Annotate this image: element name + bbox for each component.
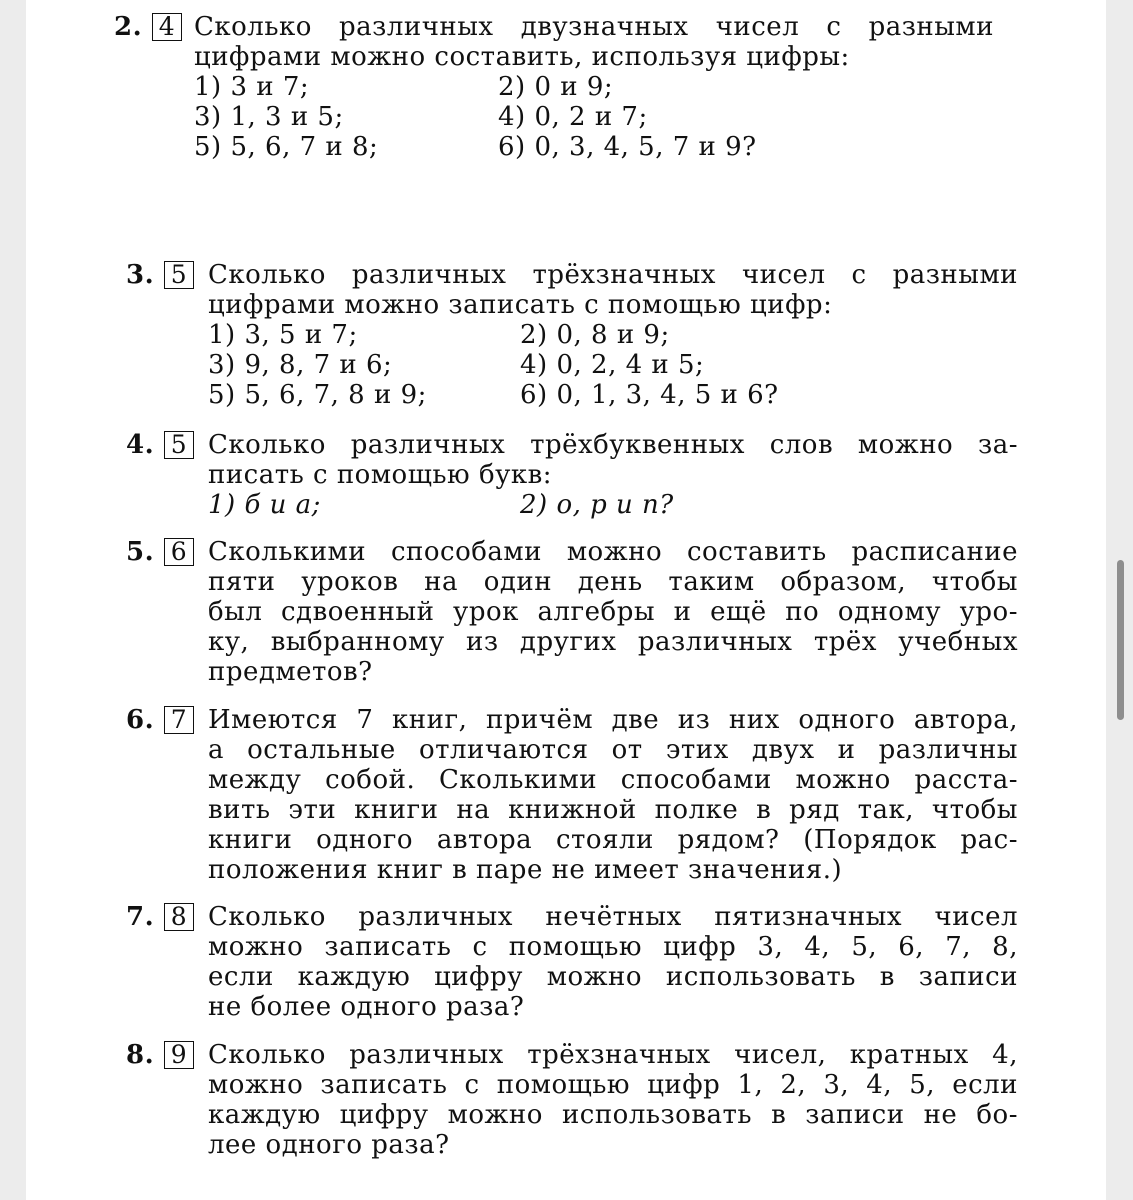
option: 4) 0, 2, 4 и 5; [520, 350, 705, 380]
option: 6) 0, 3, 4, 5, 7 и 9? [498, 132, 757, 162]
difficulty-box: 8 [164, 903, 194, 931]
options-row [208, 320, 1018, 350]
option: 1) 3, 5 и 7; [208, 320, 358, 350]
problem-text-line: Сколькими способами можно составить расписание [208, 537, 1018, 567]
options-row [194, 132, 994, 162]
problem-text-line: книги одного автора стояли рядом? (Порядок рас- [208, 825, 1018, 855]
difficulty-box: 7 [164, 706, 194, 734]
difficulty-box: 6 [164, 538, 194, 566]
difficulty-box: 9 [164, 1041, 194, 1069]
option: 3) 9, 8, 7 и 6; [208, 350, 393, 380]
problem-text-line: Сколько различных трёхзначных чисел с разными [208, 260, 1018, 290]
options-row [194, 102, 994, 132]
problem-text-line: Сколько различных трёхбуквенных слов можно за- [208, 430, 1018, 460]
problem-number: 6. [126, 705, 155, 735]
option: 2) о, р и п? [520, 490, 674, 520]
option: 2) 0, 8 и 9; [520, 320, 670, 350]
problem-text-line: а остальные отличаются от этих двух и различны [208, 735, 1018, 765]
problem-text-line: если каждую цифру можно использовать в записи [208, 962, 1018, 992]
problem-number: 8. [126, 1040, 155, 1070]
problem-text-line: предметов? [208, 657, 373, 687]
problem-number: 7. [126, 902, 155, 932]
options-row [194, 72, 994, 102]
problem-text-line: положения книг в паре не имеет значения.) [208, 855, 843, 885]
problem-text-line: каждую цифру можно использовать в записи не бо- [208, 1100, 1018, 1130]
options-row [208, 380, 1018, 410]
problem-text-line: лее одного раза? [208, 1130, 450, 1160]
problem-text-line: можно записать с помощью цифр 1, 2, 3, 4, 5, если [208, 1070, 1018, 1100]
option: 5) 5, 6, 7, 8 и 9; [208, 380, 427, 410]
problem-text-line: ку, выбранному из других различных трёх учебных [208, 627, 1018, 657]
problem-text-line: можно записать с помощью цифр 3, 4, 5, 6, 7, 8, [208, 932, 1018, 962]
problem-text-line: между собой. Сколькими способами можно расста- [208, 765, 1018, 795]
problem-text-line: пяти уроков на один день таким образом, чтобы [208, 567, 1018, 597]
problem-text-line: был сдвоенный урок алгебры и ещё по одному уро- [208, 597, 1018, 627]
scrollbar-thumb[interactable] [1117, 560, 1124, 720]
option: 1) 3 и 7; [194, 72, 310, 102]
option: 2) 0 и 9; [498, 72, 614, 102]
textbook-page [26, 0, 1106, 1200]
problem-number: 3. [126, 260, 155, 290]
option: 1) б и а; [208, 490, 321, 520]
problem-text-line: цифрами можно записать с помощью цифр: [208, 290, 833, 320]
options-row [208, 490, 1018, 520]
problem-text-line: цифрами можно составить, используя цифры: [194, 42, 850, 72]
problem-text-line: писать с помощью букв: [208, 460, 553, 490]
difficulty-box: 5 [164, 261, 194, 289]
problem-text-line: не более одного раза? [208, 992, 525, 1022]
problem-text-line: Сколько различных трёхзначных чисел, кратных 4, [208, 1040, 1018, 1070]
option: 3) 1, 3 и 5; [194, 102, 344, 132]
problem-text-line: Имеются 7 книг, причём две из них одного автора, [208, 705, 1018, 735]
options-row [208, 350, 1018, 380]
problem-number: 5. [126, 537, 155, 567]
option: 5) 5, 6, 7 и 8; [194, 132, 379, 162]
option: 6) 0, 1, 3, 4, 5 и 6? [520, 380, 779, 410]
problem-text-line: Сколько различных двузначных чисел с разными [194, 12, 994, 42]
problem-number: 4. [126, 430, 155, 460]
problem-number: 2. [114, 12, 143, 42]
difficulty-box: 5 [164, 431, 194, 459]
option: 4) 0, 2 и 7; [498, 102, 648, 132]
difficulty-box: 4 [152, 13, 182, 41]
problem-text-line: Сколько различных нечётных пятизначных чисел [208, 902, 1018, 932]
problem-text-line: вить эти книги на книжной полке в ряд так, чтобы [208, 795, 1018, 825]
